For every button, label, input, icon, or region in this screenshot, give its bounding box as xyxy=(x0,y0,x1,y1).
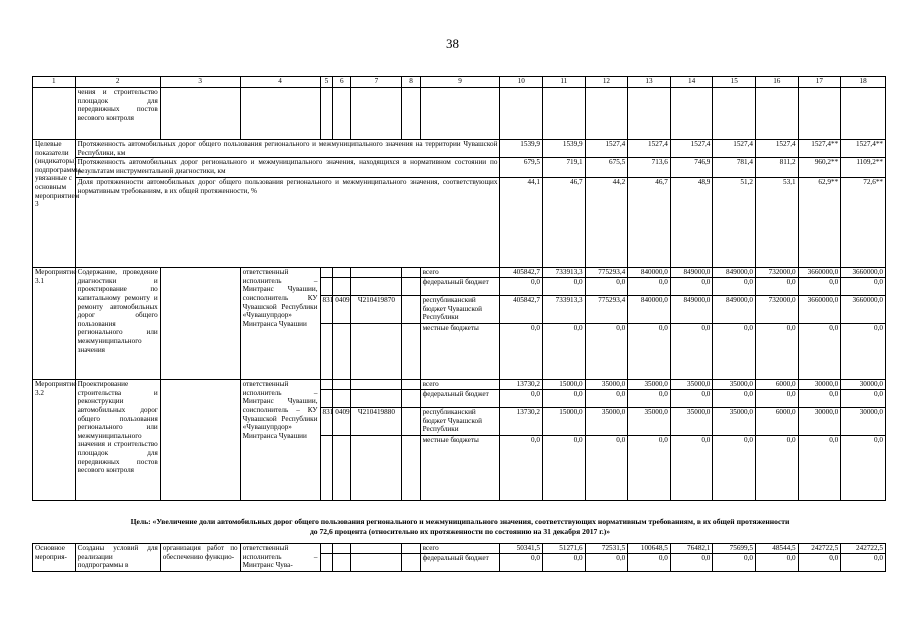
value-cell: 849000,0 xyxy=(670,296,713,324)
value-cell: 15000,0 xyxy=(543,408,586,436)
header-cell: 4 xyxy=(240,77,320,88)
funding-row xyxy=(33,544,886,554)
value-cell: 0,0 xyxy=(841,324,886,380)
value-cell: 0,0 xyxy=(713,436,756,501)
value-cell: 35000,0 xyxy=(585,408,628,436)
value-cell: 0,0 xyxy=(543,554,586,572)
value-cell: 0,0 xyxy=(500,324,543,380)
value-cell: 35000,0 xyxy=(628,380,671,390)
value-cell: 35000,0 xyxy=(713,380,756,390)
header-cell: 5 xyxy=(320,77,333,88)
target-article-code: Ч210419870 xyxy=(351,296,402,324)
value-cell: 849000,0 xyxy=(670,268,713,278)
value-cell: 746,9 xyxy=(670,158,713,178)
value-cell: 1527,4 xyxy=(628,140,671,158)
header-cell: 18 xyxy=(841,77,886,88)
value-cell: 35000,0 xyxy=(670,408,713,436)
value-cell: 840000,0 xyxy=(628,296,671,324)
measure-label: Мероприятие 3.1 xyxy=(33,268,76,380)
value-cell: 48544,5 xyxy=(755,544,798,554)
header-cell: 9 xyxy=(420,77,500,88)
value-cell: 732000,0 xyxy=(755,296,798,324)
value-cell: 0,0 xyxy=(543,324,586,380)
value-cell: 0,0 xyxy=(841,278,886,296)
value-cell: 75699,5 xyxy=(713,544,756,554)
header-cell: 13 xyxy=(628,77,671,88)
value-cell: 0,0 xyxy=(798,436,841,501)
value-cell: 0,0 xyxy=(628,436,671,501)
value-cell: 0,0 xyxy=(628,390,671,408)
value-cell: 0,0 xyxy=(670,324,713,380)
value-cell: 840000,0 xyxy=(628,268,671,278)
value-cell: 51,2 xyxy=(713,178,756,268)
value-cell: 679,5 xyxy=(500,158,543,178)
value-cell: 0,0 xyxy=(500,436,543,501)
value-cell: 1539,9 xyxy=(543,140,586,158)
value-cell: 48,9 xyxy=(670,178,713,268)
header-cell: 8 xyxy=(402,77,420,88)
continuation-row xyxy=(33,88,886,140)
value-cell: 0,0 xyxy=(798,554,841,572)
value-cell: 0,0 xyxy=(500,390,543,408)
value-cell: 0,0 xyxy=(670,278,713,296)
value-cell: 849000,0 xyxy=(713,268,756,278)
value-cell: 1527,4** xyxy=(841,140,886,158)
target-text: Доля протяженности автомобильных дорог общего пользования регионального и межмуниципального значения, соответствующих нормативным требованиям, в их общей протяженности, % xyxy=(75,178,500,268)
funding-row xyxy=(33,268,886,278)
target-row xyxy=(33,140,886,158)
value-cell: 35000,0 xyxy=(670,380,713,390)
header-row xyxy=(33,77,886,88)
value-cell: 0,0 xyxy=(500,554,543,572)
header-cell: 12 xyxy=(585,77,628,88)
value-cell: 849000,0 xyxy=(713,296,756,324)
value-cell: 0,0 xyxy=(755,324,798,380)
value-cell: 0,0 xyxy=(755,278,798,296)
value-cell: 0,0 xyxy=(543,436,586,501)
value-cell: 30000,0 xyxy=(798,380,841,390)
header-cell: 16 xyxy=(755,77,798,88)
value-cell: 405842,7 xyxy=(500,268,543,278)
value-cell: 13730,2 xyxy=(500,380,543,390)
value-cell: 775293,4 xyxy=(585,296,628,324)
target-text: Протяженность автомобильных дорог регионального и межмуниципального значения, находящихся в нормативном состоянии по результатам инструментальной диагностики, км xyxy=(75,158,500,178)
value-cell: 0,0 xyxy=(713,554,756,572)
goal-line: Цель: «Увеличение доли автомобильных дорог общего пользования регионального и межмуниципального значения, соответствующих нормативным требованиям, в их общей протяженности xyxy=(130,517,790,526)
value-cell: 0,0 xyxy=(798,278,841,296)
header-cell: 3 xyxy=(160,77,240,88)
funding-source: местные бюджеты xyxy=(420,436,500,501)
value-cell: 960,2** xyxy=(798,158,841,178)
value-cell: 72531,5 xyxy=(585,544,628,554)
value-cell: 719,1 xyxy=(543,158,586,178)
value-cell: 0,0 xyxy=(543,278,586,296)
section-code: 0409 xyxy=(333,408,351,436)
value-cell: 0,0 xyxy=(585,278,628,296)
value-cell: 1527,4 xyxy=(713,140,756,158)
value-cell: 46,7 xyxy=(543,178,586,268)
value-cell: 72,6** xyxy=(841,178,886,268)
value-cell: 44,1 xyxy=(500,178,543,268)
value-cell: 3660000,0 xyxy=(841,268,886,278)
funding-source: всего xyxy=(420,268,500,278)
funding-source: федеральный бюджет xyxy=(420,278,500,296)
value-cell: 0,0 xyxy=(755,436,798,501)
value-cell: 0,0 xyxy=(628,324,671,380)
value-cell: 0,0 xyxy=(841,554,886,572)
value-cell: 0,0 xyxy=(628,278,671,296)
value-cell: 6000,0 xyxy=(755,380,798,390)
value-cell: 732000,0 xyxy=(755,268,798,278)
target-row xyxy=(33,178,886,268)
measure-executor: ответственный исполнитель – Минтранс Чувашии, соисполнитель – КУ Чувашской Республики «Чувашупрдор» Минтранса Чувашии xyxy=(240,380,320,501)
funding-source: федеральный бюджет xyxy=(420,390,500,408)
value-cell: 242722,5 xyxy=(841,544,886,554)
value-cell: 0,0 xyxy=(713,390,756,408)
value-cell: 100648,5 xyxy=(628,544,671,554)
value-cell: 733913,3 xyxy=(543,296,586,324)
target-text: Протяженность автомобильных дорог общего пользования регионального и межмуниципального значения на территории Чувашской Республики, км xyxy=(75,140,500,158)
value-cell: 713,6 xyxy=(628,158,671,178)
measure-executor: ответственный исполнитель – Минтранс Чувашии, соисполнитель КУ Чувашской Республики «Чувашупрдор» Минтранса Чувашии xyxy=(240,268,320,380)
value-cell: 0,0 xyxy=(713,278,756,296)
value-cell: 30000,0 xyxy=(841,408,886,436)
value-cell: 51271,6 xyxy=(543,544,586,554)
value-cell: 62,9** xyxy=(798,178,841,268)
program-table xyxy=(32,76,886,501)
value-cell: 0,0 xyxy=(585,436,628,501)
value-cell: 1109,2** xyxy=(841,158,886,178)
value-cell: 0,0 xyxy=(841,390,886,408)
funding-source: всего xyxy=(420,544,500,554)
funding-source: республиканский бюджет Чувашской Республики xyxy=(420,408,500,436)
measure-name: Созданы условий для реализации подпрограммы в xyxy=(75,544,160,572)
value-cell: 0,0 xyxy=(670,390,713,408)
value-cell: 3660000,0 xyxy=(841,296,886,324)
value-cell: 35000,0 xyxy=(585,380,628,390)
target-article-code: Ч210419880 xyxy=(351,408,402,436)
value-cell: 0,0 xyxy=(543,390,586,408)
value-cell: 675,5 xyxy=(585,158,628,178)
value-cell: 53,1 xyxy=(755,178,798,268)
value-cell: 1527,4 xyxy=(670,140,713,158)
header-cell: 15 xyxy=(713,77,756,88)
value-cell: 30000,0 xyxy=(798,408,841,436)
funding-source: республиканский бюджет Чувашской Республики xyxy=(420,296,500,324)
value-cell: 1527,4 xyxy=(585,140,628,158)
value-cell: 13730,2 xyxy=(500,408,543,436)
value-cell: 44,2 xyxy=(585,178,628,268)
header-cell: 17 xyxy=(798,77,841,88)
measure-executor: ответственный исполнитель – Минтранс Чува- xyxy=(240,544,320,572)
value-cell: 0,0 xyxy=(628,554,671,572)
page-number: 38 xyxy=(446,36,459,51)
measure-name: Содержание, проведение диагностики и проектирование по капитальному ремонту и ремонту автомобильных дорог общего пользования регионального или межмуниципального значения xyxy=(75,268,160,380)
value-cell: 15000,0 xyxy=(543,380,586,390)
header-cell: 7 xyxy=(351,77,402,88)
value-cell: 0,0 xyxy=(585,554,628,572)
header-cell: 10 xyxy=(500,77,543,88)
measure-label: Мероприятие 3.2 xyxy=(33,380,76,501)
value-cell: 1527,4** xyxy=(798,140,841,158)
value-cell: 775293,4 xyxy=(585,268,628,278)
value-cell: 0,0 xyxy=(798,390,841,408)
targets-label: Целевые показатели (индикаторы) подпрограммы, увязанные с основным мероприятием 3 xyxy=(33,140,76,268)
header-cell: 11 xyxy=(543,77,586,88)
target-row xyxy=(33,158,886,178)
value-cell: 0,0 xyxy=(500,278,543,296)
value-cell: 0,0 xyxy=(585,390,628,408)
value-cell: 811,2 xyxy=(755,158,798,178)
value-cell: 35000,0 xyxy=(713,408,756,436)
value-cell: 1527,4 xyxy=(755,140,798,158)
header-cell: 6 xyxy=(333,77,351,88)
gov-code: 831 xyxy=(320,296,333,324)
value-cell: 781,4 xyxy=(713,158,756,178)
header-cell: 14 xyxy=(670,77,713,88)
value-cell: 1539,9 xyxy=(500,140,543,158)
continuation-text: чения и строительство площадок для передвижных постов весового контроля xyxy=(75,88,160,140)
value-cell: 3660000,0 xyxy=(798,268,841,278)
value-cell: 0,0 xyxy=(841,436,886,501)
measure-activity: организация работ по обеспечению функцио- xyxy=(160,544,240,572)
value-cell: 242722,5 xyxy=(798,544,841,554)
value-cell: 50341,5 xyxy=(500,544,543,554)
goal-line: до 72,6 процента (относительно их протяженности по состоянию на 31 декабря 2017 г.)» xyxy=(309,527,611,536)
value-cell: 6000,0 xyxy=(755,408,798,436)
value-cell: 0,0 xyxy=(798,324,841,380)
main-measure-table xyxy=(32,543,886,572)
goal-heading xyxy=(60,517,860,537)
value-cell: 405842,7 xyxy=(500,296,543,324)
value-cell: 30000,0 xyxy=(841,380,886,390)
value-cell: 3660000,0 xyxy=(798,296,841,324)
funding-row xyxy=(33,380,886,390)
header-cell: 2 xyxy=(75,77,160,88)
section-code: 0409 xyxy=(333,296,351,324)
funding-source: федеральный бюджет xyxy=(420,554,500,572)
value-cell: 0,0 xyxy=(670,554,713,572)
funding-source: местные бюджеты xyxy=(420,324,500,380)
gov-code: 831 xyxy=(320,408,333,436)
header-cell: 1 xyxy=(33,77,76,88)
value-cell: 0,0 xyxy=(585,324,628,380)
value-cell: 0,0 xyxy=(755,390,798,408)
measure-label: Основное мероприя- xyxy=(33,544,76,572)
value-cell: 76482,1 xyxy=(670,544,713,554)
value-cell: 733913,3 xyxy=(543,268,586,278)
value-cell: 0,0 xyxy=(755,554,798,572)
value-cell: 0,0 xyxy=(713,324,756,380)
value-cell: 0,0 xyxy=(670,436,713,501)
value-cell: 46,7 xyxy=(628,178,671,268)
value-cell: 35000,0 xyxy=(628,408,671,436)
measure-name: Проектирование строительства и реконструкции автомобильных дорог общего пользования регионального или межмуниципального значения и строительство площадок для передвижных постов весового контроля xyxy=(75,380,160,501)
funding-source: всего xyxy=(420,380,500,390)
